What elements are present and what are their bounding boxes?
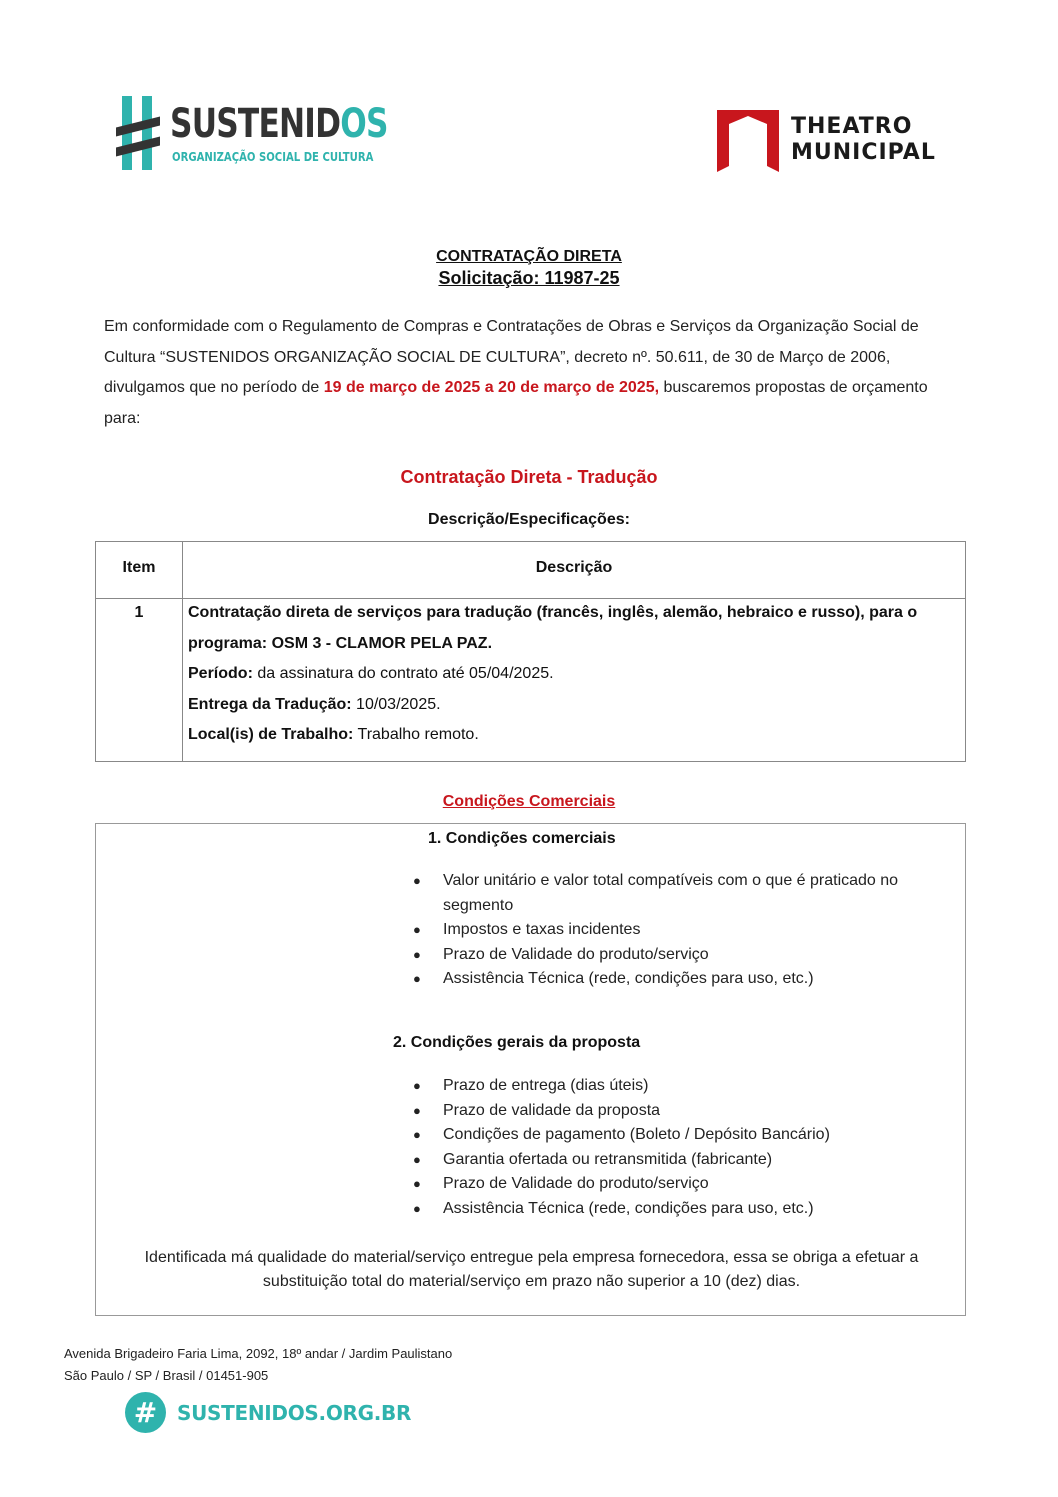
list-item: ● Condições de pagamento (Boleto / Depósito Bancário) — [411, 1123, 951, 1148]
request-number: Solicitação: 11987-25 — [438, 268, 620, 288]
bullet-icon: ● — [413, 1176, 421, 1192]
list-item: ● Assistência Técnica (rede, condições para uso, etc.) — [411, 967, 951, 992]
period-highlight: 19 de março de 2025 a 20 de março de 2025, — [323, 379, 660, 396]
footer-address: Avenida Brigadeiro Faria Lima, 2092, 18º andar / Jardim Paulistano São Paulo / SP / Brasil / 01451-905 — [64, 1346, 453, 1383]
list-item: ● Prazo de Validade do produto/serviço — [411, 943, 951, 968]
list-item: ● Assistência Técnica (rede, condições para uso, etc.) — [411, 1197, 951, 1222]
conditions-list-2 — [411, 1074, 951, 1222]
theatro-municipal-logo — [717, 110, 957, 174]
conditions-heading-1: 1. Condições comerciais — [428, 830, 616, 847]
bullet-icon: ● — [413, 873, 421, 888]
conditions-title: Condições Comerciais — [442, 793, 616, 810]
list-item: ● Valor unitário e valor total compatíveis com o que é praticado no segmento — [411, 869, 951, 918]
footer-website-logo[interactable] — [125, 1392, 412, 1434]
list-item: ● Garantia ofertada ou retransmitida (fabricante) — [411, 1148, 951, 1173]
quality-note: Identificada má qualidade do material/serviço entregue pela empresa fornecedora, essa se obriga a efetuar a substituição total do material/serviço em prazo não superior a 10 (dez) dias. — [144, 1249, 919, 1290]
sustenidos-subtitle: ORGANIZAÇÃO SOCIAL DE CULTURA — [172, 150, 374, 164]
conditions-list-1 — [411, 869, 951, 992]
cell-item-number: 1 — [134, 604, 144, 621]
cell-description: Contratação direta de serviços para tradução (francês, inglês, alemão, hebraico e russo), para o programa: OSM 3 - CLAMOR PELA PAZ. Período: da assinatura do contrato até 05/04/2025. Entrega da Tradução: 10/03/2025. Local(is) de Trabalho: Trabalho remoto. — [188, 604, 918, 743]
list-item: ● Prazo de entrega (dias úteis) — [411, 1074, 951, 1099]
bullet-icon: ● — [413, 1127, 421, 1143]
bullet-icon: ● — [413, 1200, 421, 1216]
conditions-heading-2: 2. Condições gerais da proposta — [393, 1034, 641, 1051]
hash-icon — [116, 96, 160, 170]
bullet-icon: ● — [413, 1102, 421, 1118]
bullet-icon: ● — [413, 1151, 421, 1167]
section-title: Contratação Direta - Tradução — [400, 467, 658, 487]
website-link[interactable]: SUSTENIDOS.ORG.BR — [177, 1401, 412, 1425]
conditions-box — [95, 823, 966, 1316]
bullet-icon: ● — [413, 1078, 421, 1093]
bullet-icon: ● — [413, 946, 421, 962]
header-description: Descrição — [535, 559, 613, 576]
list-item: ● Prazo de Validade do produto/serviço — [411, 1172, 951, 1197]
item-table — [95, 541, 966, 762]
theatro-wordmark: THEATRO MUNICIPAL — [791, 114, 936, 165]
sustenidos-logo — [116, 94, 388, 174]
sustenidos-wordmark: SUSTENIDOS — [170, 101, 388, 147]
doc-title: CONTRATAÇÃO DIRETA — [436, 248, 622, 265]
list-item: ● Impostos e taxas incidentes — [411, 918, 951, 943]
bullet-icon: ● — [413, 922, 421, 938]
bullet-icon: ● — [413, 971, 421, 987]
intro-paragraph: Em conformidade com o Regulamento de Compras e Contratações de Obras e Serviços da Organização Social de Cultura “SUSTENIDOS ORGANIZAÇÃO SOCIAL DE CULTURA”, decreto nº. 50.611, de 30 de Março de 2006, divulgamos que no período de 19 de março de 2025 a 20 de março de 2025, buscaremos propostas de orçamento para: — [104, 318, 928, 427]
theatro-arch-icon — [717, 110, 779, 172]
list-item: ● Prazo de validade da proposta — [411, 1099, 951, 1124]
header-item: Item — [122, 559, 156, 576]
spec-title: Descrição/Especificações: — [428, 511, 630, 528]
hash-circle-icon: # — [125, 1392, 166, 1433]
